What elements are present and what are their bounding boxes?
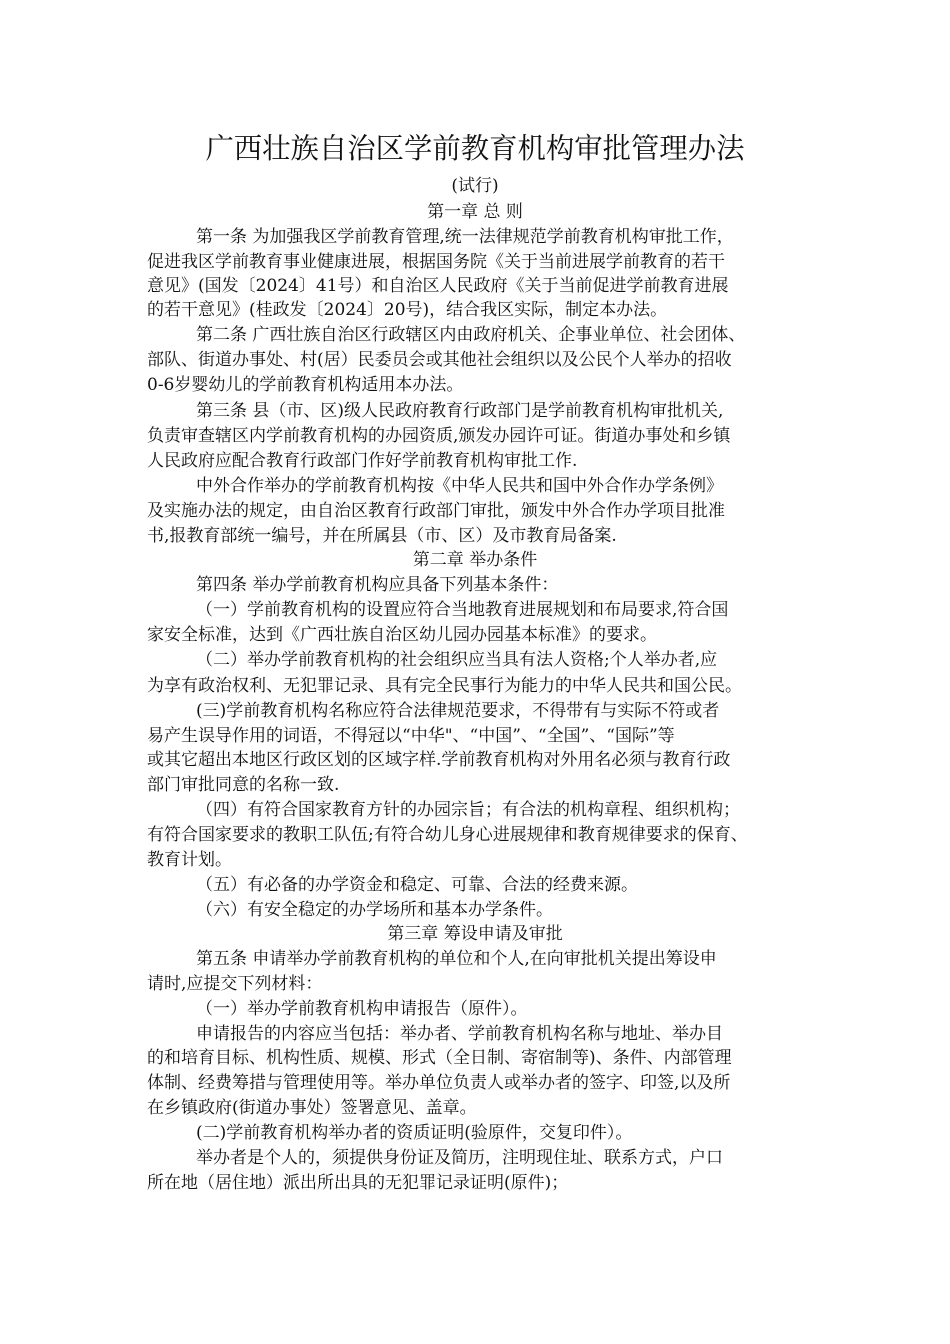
text-line: 部队、街道办事处、村(居）民委员会或其他社会组织以及公民个人举办的招收 bbox=[147, 350, 732, 370]
document-title: 广西壮族自治区学前教育机构审批管理办法 bbox=[205, 132, 745, 165]
text-line: 家安全标准，达到《广西壮族自治区幼儿园办园基本标准》的要求。 bbox=[147, 625, 657, 645]
text-line: 易产生误导作用的词语，不得冠以“中华"、“中国”、“全国”、“国际”等 bbox=[147, 726, 675, 746]
text-line: 体制、经费筹措与管理使用等。举办单位负责人或举办者的签字、印签,以及所 bbox=[147, 1073, 731, 1093]
text-line: 第一条 为加强我区学前教育管理,统一法律规范学前教育机构审批工作， bbox=[196, 227, 734, 247]
text-line: 教育计划。 bbox=[147, 850, 232, 870]
text-line: 中外合作举办的学前教育机构按《中华人民共和国中外合作办学条例》 bbox=[196, 476, 723, 496]
text-line: 的若干意见》(桂政发〔2024〕20号)，结合我区实际，制定本办法。 bbox=[147, 300, 668, 320]
text-line: 所在地（居住地）派出所出具的无犯罪记录证明(原件)； bbox=[147, 1173, 569, 1193]
text-line: （二）举办学前教育机构的社会组织应当具有法人资格;个人举办者,应 bbox=[196, 650, 718, 670]
text-line: 的和培育目标、机构性质、规模、形式（全日制、寄宿制等)、条件、内部管理 bbox=[147, 1048, 732, 1068]
chapter-heading: 第三章 筹设申请及审批 bbox=[387, 924, 563, 944]
text-line: 人民政府应配合教育行政部门作好学前教育机构审批工作. bbox=[147, 451, 578, 471]
text-line: 意见》(国发〔2024〕41号）和自治区人民政府《关于当前促进学前教育进展 bbox=[147, 276, 729, 296]
text-line: 第五条 申请举办学前教育机构的单位和个人,在向审批机关提出筹设申 bbox=[196, 949, 717, 969]
text-line: （一）学前教育机构的设置应符合当地教育进展规划和布局要求,符合国 bbox=[196, 600, 729, 620]
text-line: 第二条 广西壮族自治区行政辖区内由政府机关、企事业单位、社会团体、 bbox=[196, 325, 746, 345]
text-line: 有符合国家要求的教职工队伍;有符合幼儿身心进展规律和教育规律要求的保育、 bbox=[147, 825, 748, 845]
text-line: （四）有符合国家教育方针的办园宗旨；有合法的机构章程、组织机构； bbox=[196, 800, 740, 820]
text-line: (三)学前教育机构名称应符合法律规范要求，不得带有与实际不符或者 bbox=[196, 701, 720, 721]
text-line: （一）举办学前教育机构申请报告（原件）。 bbox=[196, 999, 528, 1019]
chapter-heading: 第二章 举办条件 bbox=[412, 550, 538, 570]
text-line: 或其它超出本地区行政区划的区域字样.学前教育机构对外用名必须与教育行政 bbox=[147, 750, 731, 770]
text-line: 书,报教育部统一编号，并在所属县（市、区）及市教育局备案. bbox=[147, 526, 617, 546]
text-line: 申请报告的内容应当包括：举办者、学前教育机构名称与地址、举办目 bbox=[196, 1024, 723, 1044]
text-line: （五）有必备的办学资金和稳定、可靠、合法的经费来源。 bbox=[196, 875, 638, 895]
text-line: （六）有安全稳定的办学场所和基本办学条件。 bbox=[196, 900, 553, 920]
document-subtitle: (试行) bbox=[451, 176, 499, 196]
text-line: 及实施办法的规定，由自治区教育行政部门审批，颁发中外合作办学项目批准 bbox=[147, 501, 725, 521]
text-line: 0-6岁婴幼儿的学前教育机构适用本办法。 bbox=[147, 375, 464, 395]
text-line: 在乡镇政府(街道办事处）签署意见、盖章。 bbox=[147, 1098, 477, 1118]
text-line: 第三条 县（市、区)级人民政府教育行政部门是学前教育机构审批机关, bbox=[196, 401, 724, 421]
text-line: 负责审查辖区内学前教育机构的办园资质,颁发办园许可证。街道办事处和乡镇 bbox=[147, 426, 731, 446]
text-line: (二)学前教育机构举办者的资质证明(验原件，交复印件）。 bbox=[196, 1123, 633, 1143]
text-line: 为享有政治权利、无犯罪记录、具有完全民事行为能力的中华人民共和国公民。 bbox=[147, 676, 742, 696]
text-line: 部门审批同意的名称一致. bbox=[147, 775, 340, 795]
chapter-heading: 第一章 总 则 bbox=[427, 202, 523, 222]
text-line: 促进我区学前教育事业健康进展，根据国务院《关于当前进展学前教育的若干 bbox=[147, 252, 725, 272]
text-line: 第四条 举办学前教育机构应具备下列基本条件： bbox=[196, 575, 559, 595]
text-line: 举办者是个人的，须提供身份证及简历，注明现住址、联系方式，户口 bbox=[196, 1148, 723, 1168]
text-line: 请时,应提交下列材料： bbox=[147, 974, 323, 994]
